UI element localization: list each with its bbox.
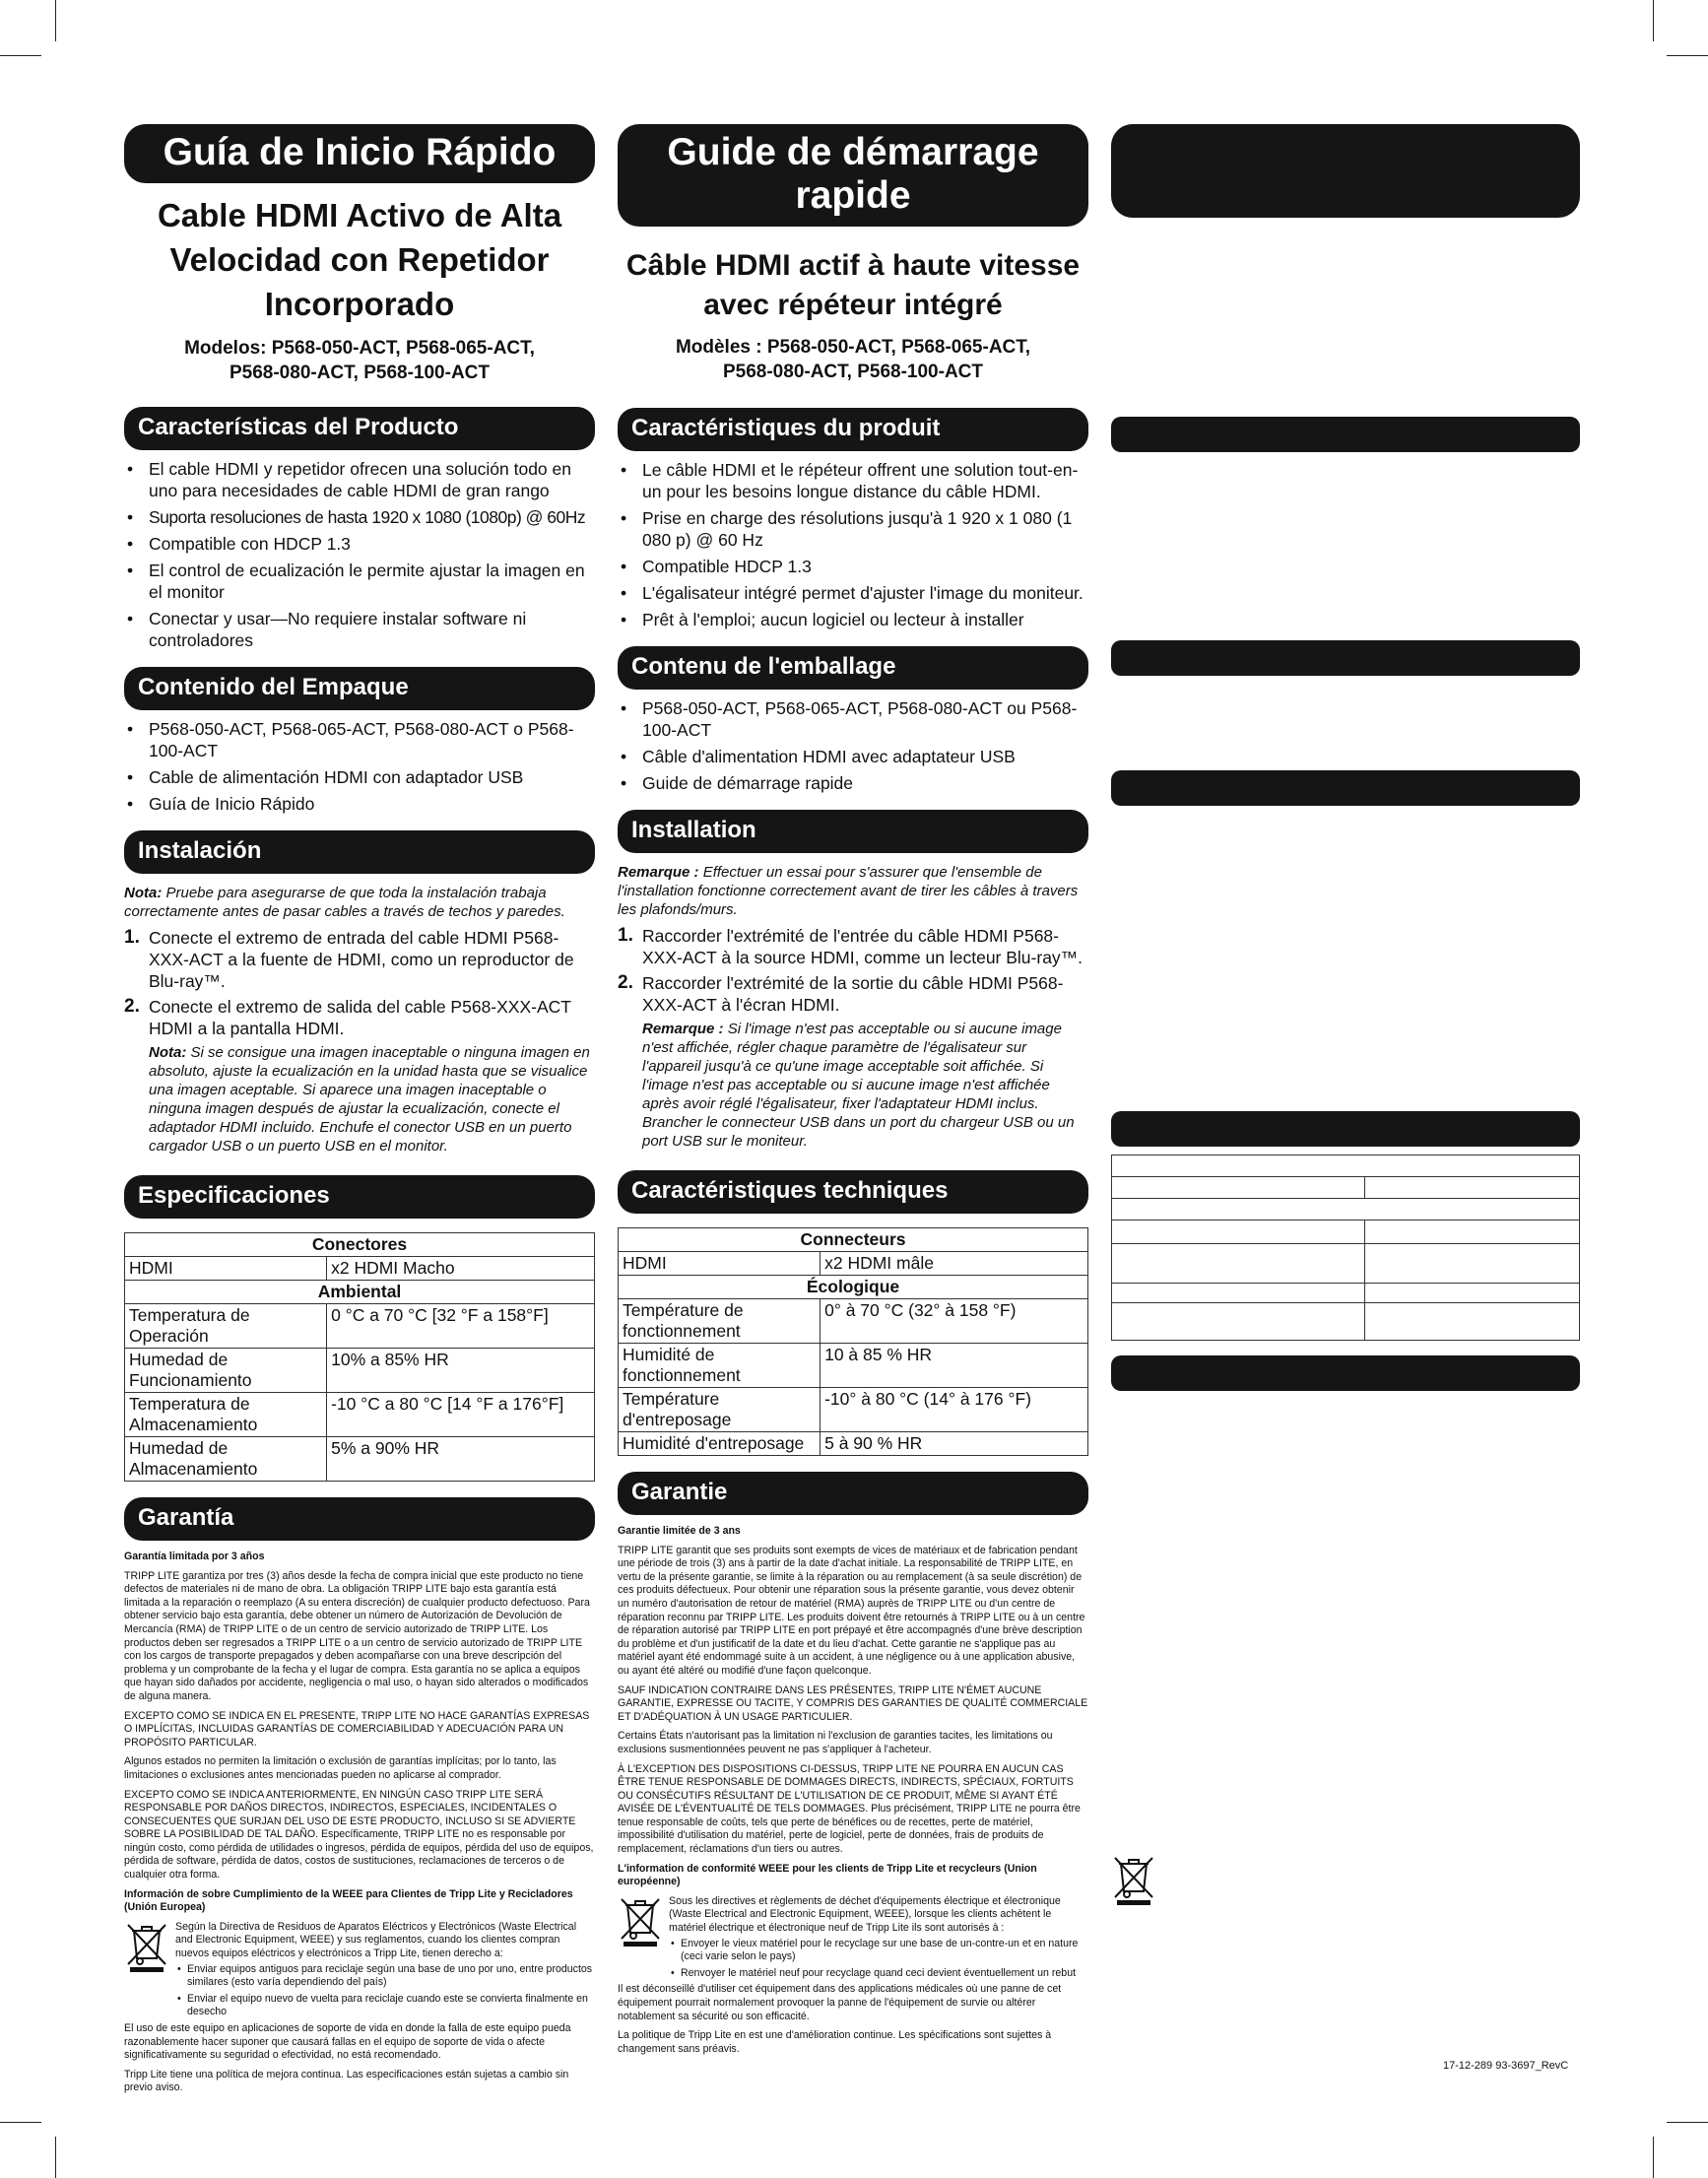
warranty-paragraph: EXCEPTO COMO SE INDICA EN EL PRESENTE, TRIPP LITE NO HACE GARANTÍAS EXPRESAS O IMPLÍCITAS, INCLUIDAS GARANTÍAS DE COMERCIABILIDAD Y ADECUACIÓN PARA UN PROPÓSITO PARTICULAR. [124, 1709, 590, 1749]
table-cell [1364, 1221, 1580, 1244]
product-subtitle: Câble HDMI actif à haute vitesse avec répéteur intégré [625, 249, 1081, 321]
note-label: Nota: [149, 1044, 187, 1061]
table-section-header: Ambiental [125, 1281, 595, 1304]
list-item: • Cable de alimentación HDMI con adaptador USB [124, 766, 595, 788]
features-list [618, 459, 1088, 630]
weee-block [618, 1895, 1088, 1984]
table-cell: HDMI [619, 1252, 821, 1276]
table-cell [1112, 1303, 1365, 1341]
table-row [125, 1304, 595, 1349]
package-list [124, 718, 595, 815]
list-item: • Conectar y usar—No requiere instalar software ni controladores [124, 608, 595, 651]
weee-text: Sous les directives et règlements de déchet d'équipements électrique et électronique (Waste Electrical and Electronic Equipment, WEEE), lorsque les clients achètent le matériel électrique et électronique neuf de Tripp Lite ils sont autorisés à : [669, 1894, 1061, 1935]
french-column [618, 124, 1088, 2062]
spec-heading: Especificaciones [124, 1175, 595, 1219]
section-bar-blank [1111, 640, 1580, 676]
weee-title: L'information de conformité WEEE pour les clients de Tripp Lite et recycleurs (Union européenne) [618, 1862, 1037, 1888]
warranty-title: Garantie limitée de 3 ans [618, 1525, 741, 1537]
table-row [619, 1344, 1088, 1388]
table-cell: HDMI [125, 1257, 327, 1281]
spec-heading: Caractéristiques techniques [618, 1170, 1088, 1214]
crop-mark [1667, 55, 1708, 56]
list-item: • P568-050-ACT, P568-065-ACT, P568-080-ACT ou P568-100-ACT [618, 697, 1088, 741]
table-cell [1112, 1155, 1580, 1177]
table-cell [1112, 1221, 1365, 1244]
install-steps [618, 925, 1088, 1016]
list-item: • Envoyer le vieux matériel pour le recyclage sur une base de un-contre-un et en nature (ceci varie selon le pays) [669, 1938, 1088, 1964]
table-cell: Humidité de fonctionnement [619, 1344, 821, 1388]
spanish-column [124, 124, 595, 2101]
models-line-2: P568-080-ACT, P568-100-ACT [722, 362, 983, 382]
list-item: • Compatible HDCP 1.3 [618, 556, 1088, 577]
table-cell [1112, 1244, 1365, 1284]
list-item: • Prêt à l'emploi; aucun logiciel ou lecteur à installer [618, 609, 1088, 630]
crop-mark [55, 0, 56, 41]
list-item: • El control de ecualización le permite ajustar la imagen en el monitor [124, 560, 595, 603]
table-cell: 0° à 70 °C (32° à 158 °F) [821, 1299, 1088, 1344]
weee-bin-icon [1111, 1854, 1156, 1910]
list-item [124, 996, 595, 1039]
table-cell [1364, 1284, 1580, 1303]
list-item: • Suporta resoluciones de hasta 1920 x 1080 (1080p) @ 60Hz [124, 506, 595, 528]
section-bar-blank [1111, 417, 1580, 452]
table-row [619, 1388, 1088, 1432]
step-text: Conecte el extremo de entrada del cable HDMI P568-XXX-ACT a la fuente de HDMI, como un reproductor de Blu-ray™. [149, 928, 574, 991]
list-item: • Compatible con HDCP 1.3 [124, 533, 595, 555]
table-row [125, 1437, 595, 1482]
policy-notice: Tripp Lite tiene una política de mejora continua. Las especificaciones están sujetas a cambio sin previo aviso. [124, 2068, 569, 2094]
table-cell: 5% a 90% HR [327, 1437, 595, 1482]
warranty-paragraph: À L'EXCEPTION DES DISPOSITIONS CI-DESSUS, TRIPP LITE NE POURRA EN AUCUN CAS ÊTRE TENUE RESPONSABLE DE DOMMAGES DIRECTS, INDIRECTS, SPÉCIAUX, FORTUITS OU CONSÉCUTIFS RÉSULTANT DE L'UTILISATION DE CE PRODUIT, MÊME SI AYANT ÉTÉ AVISÉE DE L'ÉVENTUALITÉ DE TELS DOMMAGES. Plus précisément, TRIPP LITE ne pourra être tenue responsable de coûts, tels que perte de bénéfices ou de recettes, perte de matériel, impossibilité d'utilisation du matériel, perte de logiciel, perte de données, frais de produits de remplacement, réclamations d'un tiers ou autres. [618, 1762, 1081, 1856]
warranty-paragraph: Certains États n'autorisant pas la limitation ni l'exclusion de garanties tacites, les limitations ou exclusions susmentionnées peuvent ne pas s'appliquer à l'acheteur. [618, 1730, 1053, 1755]
package-heading: Contenu de l'emballage [618, 646, 1088, 690]
table-cell: Humidité d'entreposage [619, 1432, 821, 1456]
table-cell: Température de fonctionnement [619, 1299, 821, 1344]
step-number: 1. [124, 927, 140, 948]
list-item: • El cable HDMI y repetidor ofrecen una solución todo en uno para necesidades de cable HDMI de gran rango [124, 458, 595, 501]
step-text: Raccorder l'extrémité de l'entrée du câble HDMI P568-XXX-ACT à la source HDMI, comme un lecteur Blu-ray™. [642, 926, 1084, 967]
table-cell [1112, 1177, 1365, 1199]
crop-mark [1667, 2122, 1708, 2123]
install-steps [124, 927, 595, 1039]
table-cell: Température d'entreposage [619, 1388, 821, 1432]
table-row [125, 1257, 595, 1281]
crop-mark [0, 55, 41, 56]
models-line-1: Modelos: P568-050-ACT, P568-065-ACT, [184, 338, 535, 359]
install-note [124, 884, 595, 921]
table-cell [1364, 1244, 1580, 1284]
page-title: Guía de Inicio Rápido [124, 124, 595, 183]
warranty-heading: Garantía [124, 1497, 595, 1541]
step-note [124, 1043, 595, 1155]
warranty-text [618, 1525, 1088, 2056]
list-item: • Guide de démarrage rapide [618, 772, 1088, 794]
features-heading: Caractéristiques du produit [618, 408, 1088, 451]
list-item: • Prise en charge des résolutions jusqu'à 1 920 x 1 080 (1 080 p) @ 60 Hz [618, 507, 1088, 551]
note-text: Effectuer un essai pour s'assurer que l'ensemble de l'installation fonctionne correctement avant de tirer les câbles à travers les plafonds/murs. [618, 864, 1079, 918]
table-row [125, 1349, 595, 1393]
install-heading: Installation [618, 810, 1088, 853]
install-heading: Instalación [124, 830, 595, 874]
crop-mark [1653, 0, 1654, 41]
table-row [619, 1432, 1088, 1456]
step-number: 2. [124, 996, 140, 1017]
weee-title: Información de sobre Cumplimiento de la WEEE para Clientes de Tripp Lite y Recicladores (Unión Europea) [124, 1887, 573, 1914]
table-row [619, 1252, 1088, 1276]
models-line [124, 336, 595, 385]
crop-mark [0, 2122, 41, 2123]
list-item: • Le câble HDMI et le répéteur offrent une solution tout-en-un pour les besoins longue distance du câble HDMI. [618, 459, 1088, 502]
package-list [618, 697, 1088, 794]
crop-mark [55, 2137, 56, 2178]
table-row [619, 1299, 1088, 1344]
table-cell: 10 à 85 % HR [821, 1344, 1088, 1388]
warranty-paragraph: EXCEPTO COMO SE INDICA ANTERIORMENTE, EN NINGÚN CASO TRIPP LITE SERÁ RESPONSABLE POR DAÑOS DIRECTOS, INDIRECTOS, ESPECIALES, INCIDENTALES O CONSECUENTES QUE SURJAN DEL USO DE ESTE PRODUCTO, INCLUSO SI SE ADVIERTE SOBRE LA POSIBILIDAD DE TAL DAÑO. Específicamente, TRIPP LITE no es responsable por ningún costo, como pérdida de utilidades o ingresos, pérdida de equipos, pérdida del uso de equipos, pérdida de software, pérdida de datos, costos de sustituciones, reclamaciones de terceros o de cualquier otra forma. [124, 1788, 594, 1881]
note-text: Si l'image n'est pas acceptable ou si aucune image n'est affichée, régler chaque paramètre de l'égalisateur sur l'appareil jusqu'à ce qu'une image acceptable soit affichée. Si l'image n'est pas acceptable ou si aucune image n'est affichée après avoir réglé l'égalisateur, fixer l'adaptateur HDMI inclus. Brancher le connecteur USB dans un port du chargeur USB ou un port USB sur le moniteur. [642, 1021, 1075, 1150]
table-cell: -10° à 80 °C (14° à 176 °F) [821, 1388, 1088, 1432]
spec-table [618, 1227, 1088, 1456]
list-item: • L'égalisateur intégré permet d'ajuster l'image du moniteur. [618, 582, 1088, 604]
warranty-paragraph: TRIPP LITE garantiza por tres (3) años desde la fecha de compra inicial que este producto no tiene defectos de materiales ni de mano de obra. La obligación TRIPP LITE bajo esta garantía está limitada a la reparación o reemplazo (A su entera discreción) de cualquier producto defectuoso. Para obtener servicio bajo esta garantía, debe obtener un número de Autorización de Devolución de Mercancía (RMA) de TRIPP LITE o de un centro de servicio autorizado de TRIPP LITE. Los productos deben ser regresados a TRIPP LITE o a un centro de servicio autorizado de TRIPP LITE con los cargos de transporte prepagados y deben acompañarse con una breve descripción del problema y un comprobante de la fecha y el lugar de compra. Esta garantía no se aplica a equipos que hayan sido dañados por accidente, negligencia o mal uso, o hayan sido alterados o modificados de alguna manera. [124, 1569, 590, 1702]
step-number: 2. [618, 972, 633, 993]
note-label: Remarque : [642, 1021, 724, 1037]
warranty-title: Garantía limitada por 3 años [124, 1551, 265, 1562]
note-text: Si se consigue una imagen inaceptable o ninguna imagen en absoluto, ajuste la ecualización en la unidad hasta que se visualice una imagen aceptable. Si aparece una imagen inaceptable o ninguna imagen después de ajustar la ecualización, conecte el adaptador HDMI incluido. Enchufe el conector USB en un puerto cargador USB o un puerto USB en el monitor. [149, 1044, 590, 1155]
models-line-1: Modèles : P568-050-ACT, P568-065-ACT, [675, 337, 1031, 358]
weee-bin-icon [618, 1895, 663, 1984]
note-label: Remarque : [618, 864, 699, 881]
table-section-header: Écologique [619, 1276, 1088, 1299]
step-text: Conecte el extremo de salida del cable P568-XXX-ACT HDMI a la pantalla HDMI. [149, 997, 571, 1038]
table-cell: 0 °C a 70 °C [32 °F a 158°F] [327, 1304, 595, 1349]
note-text: Pruebe para asegurarse de que toda la instalación trabaja correctamente antes de pasar cables a través de techos y paredes. [124, 885, 565, 920]
table-cell: Humedad de Funcionamiento [125, 1349, 327, 1393]
list-item: • P568-050-ACT, P568-065-ACT, P568-080-ACT o P568-100-ACT [124, 718, 595, 761]
weee-text: Según la Directiva de Residuos de Aparatos Eléctricos y Electrónicos (Waste Electrical and Electronic Equipment, WEEE) y sus reglamentos, cuando los clientes compran nuevos equipos eléctricos y electrónicos a Tripp Lite, tienen derecho a: [175, 1920, 577, 1960]
title-banner-blank [1111, 124, 1580, 218]
table-cell [1364, 1303, 1580, 1341]
step-note [618, 1020, 1088, 1151]
features-list [124, 458, 595, 651]
table-row [125, 1393, 595, 1437]
table-cell [1364, 1177, 1580, 1199]
list-item: • Renvoyer le matériel neuf pour recyclage quand ceci devient éventuellement un rebut [669, 1967, 1088, 1981]
table-cell: x2 HDMI mâle [821, 1252, 1088, 1276]
note-label: Nota: [124, 885, 163, 901]
spec-table [124, 1232, 595, 1482]
list-item [124, 927, 595, 992]
step-text: Raccorder l'extrémité de la sortie du câble HDMI P568-XXX-ACT à l'écran HDMI. [642, 973, 1064, 1015]
table-cell [1112, 1199, 1580, 1221]
list-item [618, 925, 1088, 968]
list-item: • Enviar equipos antiguos para reciclaje según una base de uno por uno, entre productos similares (esto varía dependiendo del país) [175, 1963, 595, 1990]
warranty-paragraph: Algunos estados no permiten la limitación o exclusión de garantías implícitas; por lo tanto, las limitaciones o exclusiones antes mencionadas pueden no aplicarse al comprador. [124, 1755, 557, 1781]
table-cell [1112, 1284, 1365, 1303]
product-subtitle: Cable HDMI Activo de Alta Velocidad con Repetidor Incorporado [157, 197, 562, 322]
table-cell: Temperatura de Operación [125, 1304, 327, 1349]
features-heading: Características del Producto [124, 407, 595, 450]
weee-block [124, 1921, 595, 2022]
step-number: 1. [618, 925, 633, 946]
crop-mark [1653, 2137, 1654, 2178]
warranty-paragraph: SAUF INDICATION CONTRAIRE DANS LES PRÉSENTES, TRIPP LITE N'ÉMET AUCUNE GARANTIE, EXPRESSE OU TACITE, Y COMPRIS DES GARANTIES DE QUALITÉ COMMERCIALE ET D'ADÉQUATION À UN USAGE PARTICULIER. [618, 1683, 1088, 1723]
warranty-paragraph: TRIPP LITE garantit que ses produits sont exempts de vices de matériaux et de fabrication pendant une période de trois (3) ans à partir de la date d'achat initiale. La responsabilité de TRIPP LITE, en vertu de la présente garantie, se limite à la réparation ou au remplacement (à sa seule discrétion) de ces produits défectueux. Pour obtenir une réparation sous la présente garantie, vous devez obtenir un numéro d'autorisation de retour de matériel (RMA) auprès de TRIPP LITE ou d'un centre de réparation reconnu par TRIPP LITE. Les produits doivent être retournés à TRIPP LITE ou à un centre de réparation autorisé par TRIPP LITE en port prépayé et être accompagnés d'une brève description du problème et d'un justificatif de la date et du lieu d'achat. Cette garantie ne s'applique pas au matériel ayant été endommagé suite à un accident, à une négligence ou à une application abusive, ou ayant été altéré ou modifié d'une façon quelconque. [618, 1544, 1085, 1677]
table-cell: 5 à 90 % HR [821, 1432, 1088, 1456]
table-section-header: Conectores [125, 1233, 595, 1257]
table-cell: Temperatura de Almacenamiento [125, 1393, 327, 1437]
list-item: • Enviar el equipo nuevo de vuelta para reciclaje cuando este se convierta finalmente en desecho [175, 1993, 595, 2019]
table-section-header: Connecteurs [619, 1228, 1088, 1252]
page-title: Guide de démarrage rapide [618, 124, 1088, 227]
blank-column [1111, 124, 1580, 218]
table-cell: x2 HDMI Macho [327, 1257, 595, 1281]
section-bar-blank [1111, 770, 1580, 806]
section-bar-blank [1111, 1355, 1580, 1391]
install-note [618, 863, 1088, 919]
table-cell: Humedad de Almacenamiento [125, 1437, 327, 1482]
life-support-notice: El uso de este equipo en aplicaciones de soporte de vida en donde la falla de este equipo pueda razonablemente hacer suponer que causará fallas en el equipo de soporte de vida o afecte significativamente su seguridad o efectividad, no está recomendado. [124, 2022, 571, 2062]
weee-bin-icon [124, 1921, 169, 2022]
list-item [618, 972, 1088, 1016]
spec-table-blank [1111, 1155, 1580, 1341]
policy-notice: La politique de Tripp Lite en est une d'amélioration continue. Les spécifications sont sujettes à changement sans préavis. [618, 2029, 1052, 2055]
warranty-text [124, 1551, 595, 2095]
table-cell: -10 °C a 80 °C [14 °F a 176°F] [327, 1393, 595, 1437]
list-item: • Guía de Inicio Rápido [124, 793, 595, 815]
document-code: 17-12-289 93-3697_RevC [1443, 2060, 1569, 2072]
models-line [618, 335, 1088, 384]
section-bar-blank [1111, 1111, 1580, 1147]
life-support-notice: Il est déconseillé d'utiliser cet équipement dans des applications médicales où une panne de cet équipement pourrait normalement provoquer la panne de l'équipement de survie ou altérer notablement sa sécurité ou son efficacité. [618, 1983, 1062, 2022]
list-item: • Câble d'alimentation HDMI avec adaptateur USB [618, 746, 1088, 767]
models-line-2: P568-080-ACT, P568-100-ACT [229, 363, 490, 383]
package-heading: Contenido del Empaque [124, 667, 595, 710]
warranty-heading: Garantie [618, 1472, 1088, 1515]
table-cell: 10% a 85% HR [327, 1349, 595, 1393]
